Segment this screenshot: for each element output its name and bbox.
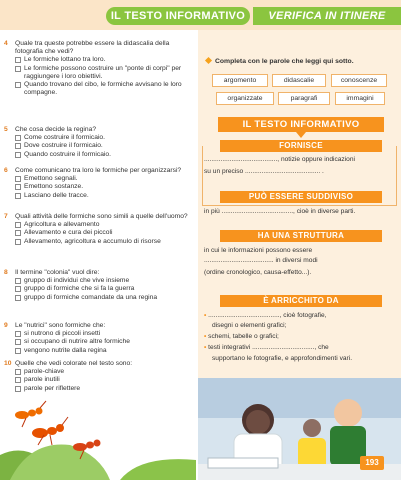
fornisce-line: su un preciso ......................................... . (204, 168, 324, 175)
answer-option[interactable]: gruppo di formiche che si fa la guerra (15, 285, 190, 293)
checkbox[interactable] (15, 331, 21, 337)
word-card[interactable]: immagini (335, 92, 385, 105)
struttura-line: in cui le informazioni possono essere (204, 247, 313, 254)
question-text: Che cosa decide la regina? (15, 126, 97, 133)
question-6 (4, 167, 190, 200)
arricchito-item: • testi integrativi .................................., che (204, 344, 329, 351)
checkbox[interactable] (15, 278, 21, 284)
suddiviso-line: in più ......................................., cioè in diverse parti. (204, 208, 356, 215)
answer-option[interactable]: Emettono sostanze. (15, 183, 190, 191)
checkbox[interactable] (15, 222, 21, 228)
question-8 (4, 269, 190, 302)
ant-icon (32, 417, 68, 445)
answer-option[interactable]: parole inutili (15, 376, 190, 384)
checkbox[interactable] (15, 193, 21, 199)
page-number: 193 (360, 456, 384, 470)
checkbox[interactable] (15, 135, 21, 141)
answer-option[interactable]: Come costruire il formicaio. (15, 134, 190, 142)
question-text: Il termine "colonia" vuol dire: (15, 269, 100, 276)
answer-option[interactable]: Le formiche lottano tra loro. (15, 56, 190, 64)
word-card[interactable]: didascalie (272, 74, 326, 87)
question-text: Quali attività delle formiche sono simili a quelle dell'uomo? (15, 213, 188, 220)
question-number: 6 (4, 167, 8, 174)
answer-option[interactable]: vengono nutrite dalla regina (15, 347, 190, 355)
question-number: 5 (4, 126, 8, 133)
answer-option[interactable]: Dove costruire il formicaio. (15, 142, 190, 150)
ant-icon (15, 401, 46, 427)
checkbox[interactable] (15, 82, 21, 88)
question-5 (4, 126, 190, 159)
answer-option[interactable]: si nutrono di piccoli insetti (15, 330, 190, 338)
word-card[interactable]: organizzate (216, 92, 274, 105)
checkbox[interactable] (15, 176, 21, 182)
page-header (0, 0, 401, 30)
arricchito-item: supportano le fotografie, e approfondimenti vari. (212, 355, 353, 362)
question-number: 8 (4, 269, 8, 276)
question-text: Quelle che vedi colorate nel testo sono: (15, 360, 133, 367)
answer-option[interactable]: Allevamento e cura dei piccoli (15, 229, 190, 237)
answer-option[interactable]: Emettono segnali. (15, 175, 190, 183)
fornisce-line: ........................................, notizie oppure indicazioni (204, 156, 355, 163)
struttura-line: ...................................... in diversi modi (204, 257, 318, 264)
word-card[interactable]: argomento (212, 74, 268, 87)
answer-option[interactable]: Lasciano delle tracce. (15, 192, 190, 200)
question-text: Quale tra queste potrebbe essere la didascalia della fotografia che vedi? (15, 40, 170, 56)
arricchito-label: È ARRICCHITO DA (220, 295, 382, 307)
question-number: 4 (4, 40, 8, 47)
checkbox[interactable] (15, 286, 21, 292)
question-number: 9 (4, 322, 8, 329)
answer-option[interactable]: parole-chiave (15, 368, 190, 376)
answer-option[interactable]: Le formiche possono costruire un "ponte di corpi" per raggiungere i loro obiettivi. (15, 65, 190, 81)
struttura-line: (ordine cronologico, causa-effetto...). (204, 269, 312, 276)
verification-subtitle: VERIFICA IN ITINERE (253, 7, 401, 25)
answer-option[interactable]: gruppo di individui che vive insieme (15, 277, 190, 285)
section-title: IL TESTO INFORMATIVO (106, 7, 250, 25)
word-card[interactable]: paragrafi (278, 92, 330, 105)
suddiviso-label: PUÒ ESSERE SUDDIVISO (220, 191, 382, 203)
arrow-down-icon (296, 132, 306, 138)
questions-column (0, 30, 196, 480)
fornisce-label: FORNISCE (220, 140, 382, 152)
answer-option[interactable]: Agricoltura e allevamento (15, 221, 190, 229)
answer-option[interactable]: Quando costruire il formicaio. (15, 151, 190, 159)
checkbox[interactable] (15, 295, 21, 301)
word-card[interactable]: conoscenze (331, 74, 387, 87)
answer-option[interactable]: Allevamento, agricoltura e accumulo di risorse (15, 238, 190, 246)
struttura-label: HA UNA STRUTTURA (220, 230, 382, 242)
answer-option[interactable]: si occupano di nutrire altre formiche (15, 338, 190, 346)
answer-option[interactable]: parole per riflettere (15, 385, 190, 393)
diamond-icon (205, 56, 212, 63)
checkbox[interactable] (15, 66, 21, 72)
checkbox[interactable] (15, 143, 21, 149)
question-4 (4, 40, 190, 97)
question-7 (4, 213, 190, 246)
scheme-title: IL TESTO INFORMATIVO (218, 117, 384, 132)
question-number: 7 (4, 213, 8, 220)
checkbox[interactable] (15, 184, 21, 190)
question-text: Le "nutrici" sono formiche che: (15, 322, 106, 329)
checkbox[interactable] (15, 57, 21, 63)
ants-illustration (0, 385, 196, 480)
question-text: Come comunicano tra loro le formiche per organizzarsi? (15, 167, 182, 174)
checkbox[interactable] (15, 239, 21, 245)
summary-column (198, 30, 401, 480)
question-9 (4, 322, 190, 355)
question-number: 10 (4, 360, 12, 367)
answer-option[interactable]: Quando trovano del cibo, le formiche avvisano le loro compagne. (15, 81, 190, 97)
answer-option[interactable]: gruppo di formiche comandate da una regina (15, 294, 190, 302)
arricchito-item: • schemi, tabelle o grafici; (204, 333, 279, 340)
checkbox[interactable] (15, 369, 21, 375)
checkbox[interactable] (15, 348, 21, 354)
checkbox[interactable] (15, 230, 21, 236)
checkbox[interactable] (15, 339, 21, 345)
checkbox[interactable] (15, 152, 21, 158)
exercise-instruction: Completa con le parole che leggi qui sotto. (206, 58, 354, 65)
arricchito-item: disegni o elementi grafici; (212, 322, 287, 329)
checkbox[interactable] (15, 377, 21, 383)
arricchito-item: • ......................................., cioè fotografie, (204, 312, 327, 319)
